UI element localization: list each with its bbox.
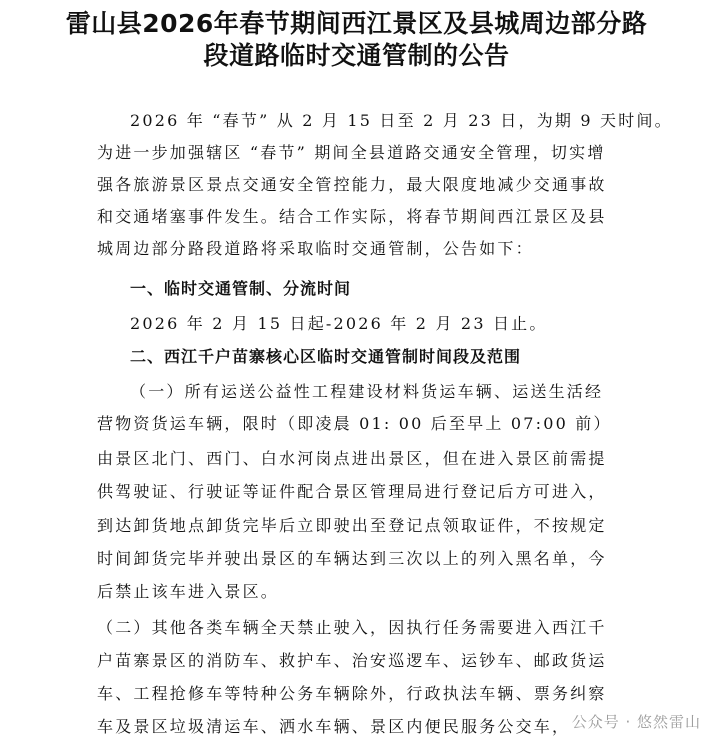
body-line-1: 2026 年 “春节” 从 2 月 15 日至 2 月 23 日，为期 9 天时间。 xyxy=(130,111,673,130)
body-line-4: 和交通堵塞事件发生。结合工作实际，将春节期间西江景区及县 xyxy=(97,207,607,226)
body-line-10: 供驾驶证、行驶证等证件配合景区管理局进行登记后方可进入， xyxy=(97,482,607,501)
section-heading-1: 一、临时交通管制、分流时间 xyxy=(130,279,352,298)
document-title-line-2: 段道路临时交通管制的公告 xyxy=(203,41,510,70)
body-line-14: （二）其他各类车辆全天禁止驶入，因执行任务需要进入西江千 xyxy=(97,618,607,637)
body-line-16: 车、工程抢修车等特种公务车辆除外，行政执法车辆、票务纠察 xyxy=(97,684,607,703)
body-line-6: 2026 年 2 月 15 日起-2026 年 2 月 23 日止。 xyxy=(130,314,548,333)
section-heading-2: 二、西江千户苗寨核心区临时交通管制时间段及范围 xyxy=(130,347,522,366)
body-line-11: 到达卸货地点卸货完毕后立即驶出至登记点领取证件，不按规定 xyxy=(97,516,607,535)
body-line-7: （一）所有运送公益性工程建设材料货运车辆、运送生活经 xyxy=(130,382,604,401)
body-line-12: 时间卸货完毕并驶出景区的车辆达到三次以上的列入黑名单，今 xyxy=(97,549,607,568)
body-line-17: 车及景区垃圾清运车、洒水车辆、景区内便民服务公交车， xyxy=(97,717,571,736)
document-title-line-1: 雷山县2026年春节期间西江景区及县城周边部分路 xyxy=(65,9,648,38)
body-line-9: 由景区北门、西门、白水河岗点进出景区，但在进入景区前需提 xyxy=(97,449,607,468)
body-line-13: 后禁止该车进入景区。 xyxy=(97,582,280,601)
body-line-8: 营物资货运车辆，限时（即凌晨 01: 00 后至早上 07:00 前） xyxy=(97,414,612,433)
body-line-2: 为进一步加强辖区 “春节” 期间全县道路交通安全管理，切实增 xyxy=(97,143,606,162)
body-line-3: 强各旅游景区景点交通安全管控能力，最大限度地减少交通事故 xyxy=(97,175,607,194)
wechat-watermark: 公众号 · 悠然雷山 xyxy=(571,713,701,731)
body-line-5: 城周边部分路段道路将采取临时交通管制，公告如下： xyxy=(97,239,534,258)
body-line-15: 户苗寨景区的消防车、救护车、治安巡逻车、运钞车、邮政货运 xyxy=(97,651,607,670)
